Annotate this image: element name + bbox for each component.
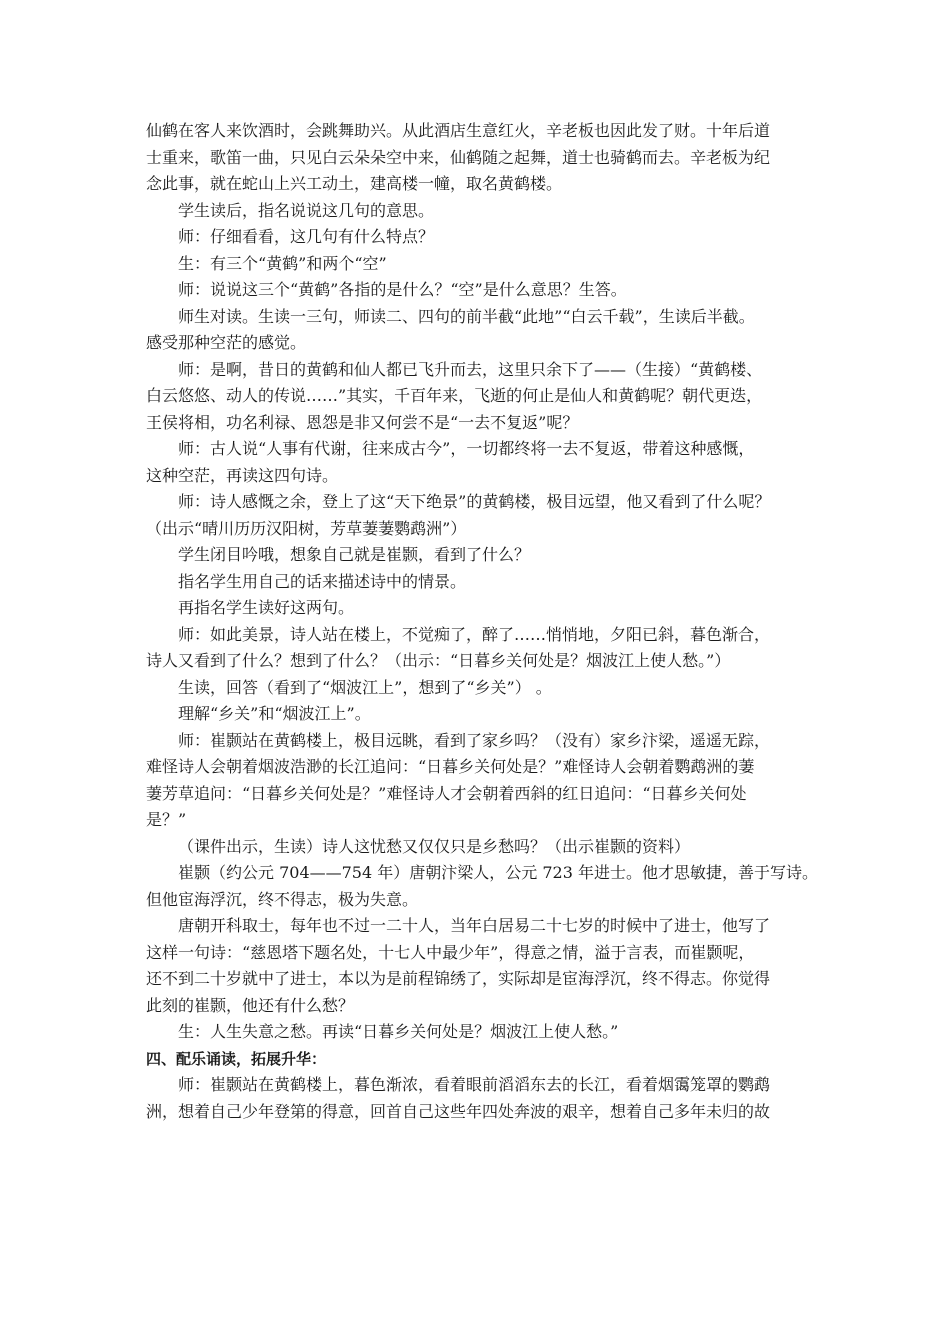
paragraph xyxy=(146,489,810,542)
text-line: 指名学生用自己的话来描述诗中的情景。 xyxy=(178,571,467,591)
text-line: 师：是啊，昔日的黄鹤和仙人都已飞升而去，这里只余下了——（生接）“黄鹤楼、 xyxy=(178,359,763,379)
text-line: 诗人又看到了什么？想到了什么？（出示：“日暮乡关何处是？烟波江上使人愁。”） xyxy=(146,651,731,670)
paragraph xyxy=(146,1019,810,1046)
paragraph xyxy=(146,675,810,702)
text-line: 理解“乡关”和“烟波江上”。 xyxy=(178,704,371,723)
paragraph-closing xyxy=(146,1072,810,1125)
text-line: 师：崔颢站在黄鹤楼上，极目远眺，看到了家乡吗？（没有）家乡汴梁，遥遥无踪， xyxy=(178,730,771,750)
text-line: 师：如此美景，诗人站在楼上，不觉痴了，醉了……悄悄地，夕阳已斜，暮色渐合， xyxy=(178,624,771,644)
paragraph xyxy=(146,701,810,728)
paragraph xyxy=(146,224,810,251)
section-heading-text: 四、配乐诵读，拓展升华： xyxy=(146,1049,327,1068)
paragraph xyxy=(146,304,810,357)
paragraph xyxy=(146,834,810,861)
text-line: 但他宦海浮沉，终不得志，极为失意。 xyxy=(146,889,419,909)
text-line: 再指名学生读好这两句。 xyxy=(178,598,355,617)
paragraph xyxy=(146,569,810,596)
text-line: 生读，回答（看到了“烟波江上”，想到了“乡关”） 。 xyxy=(178,677,552,697)
text-line: 洲，想着自己少年登第的得意，回首自己这些年四处奔波的艰辛，想着自己多年未归的故 xyxy=(146,1101,771,1121)
text-line: 念此事，就在蛇山上兴工动土，建高楼一幢，取名黄鹤楼。 xyxy=(146,174,563,193)
text-line: 唐朝开科取士，每年也不过一二十人，当年白居易二十七岁的时候中了进士，他写了 xyxy=(178,916,771,935)
paragraph xyxy=(146,860,818,913)
text-line: 学生闭目吟哦，想象自己就是崔颢，看到了什么？ xyxy=(178,545,531,564)
text-line: 崔颢（约公元 704——754 年）唐朝汴梁人，公元 723 年进士。他才思敏捷，善于写诗。 xyxy=(178,863,818,882)
document-page xyxy=(146,118,818,1125)
text-line: 萋芳草追问：“日暮乡关何处是？”难怪诗人才会朝着西斜的红日追问：“日暮乡关何处 xyxy=(146,783,747,803)
text-line: 师：崔颢站在黄鹤楼上，暮色渐浓，看着眼前滔滔东去的长江，看着烟霭笼罩的鹦鹉 xyxy=(178,1075,771,1094)
text-line: 难怪诗人会朝着烟波浩渺的长江追问：“日暮乡关何处是？”难怪诗人会朝着鹦鹉洲的萋 xyxy=(146,757,755,776)
text-line: 师：诗人感慨之余，登上了这“天下绝景”的黄鹤楼，极目远望，他又看到了什么呢？ xyxy=(178,492,771,511)
text-line: 士重来，歌笛一曲，只见白云朵朵空中来，仙鹤随之起舞，道士也骑鹤而去。辛老板为纪 xyxy=(146,147,771,167)
text-line: （课件出示，生读）诗人这忧愁又仅仅只是乡愁吗？（出示崔颢的资料） xyxy=(178,836,691,856)
text-line: 是？” xyxy=(146,810,187,829)
text-line: （出示“晴川历历汉阳树，芳草萋萋鹦鹉洲”） xyxy=(146,518,467,538)
paragraph xyxy=(146,277,810,304)
text-line: 王侯将相，功名利禄、恩怨是非又何尝不是“一去不复返”呢？ xyxy=(146,412,579,432)
paragraph xyxy=(146,728,810,834)
text-line: 此刻的崔颢，他还有什么愁？ xyxy=(146,995,355,1015)
paragraph xyxy=(146,913,810,1019)
text-line: 白云悠悠、动人的传说……”其实，千百年来，飞逝的何止是仙人和黄鹤呢？朝代更迭， xyxy=(146,386,763,405)
paragraph xyxy=(146,622,810,675)
paragraph xyxy=(146,251,810,278)
text-line: 师：仔细看看，这几句有什么特点？ xyxy=(178,227,435,246)
paragraph-story xyxy=(146,118,810,198)
text-line: 这样一句诗：“慈恩塔下题名处，十七人中最少年”，得意之情，溢于言表，而崔颢呢， xyxy=(146,942,755,962)
text-line: 师：说说这三个“黄鹤”各指的是什么？“空”是什么意思？生答。 xyxy=(178,280,627,299)
paragraph xyxy=(146,542,810,569)
paragraph xyxy=(146,198,810,225)
text-line: 生：有三个“黄鹤”和两个“空” xyxy=(178,253,387,273)
text-line: 还不到二十岁就中了进士，本以为是前程锦绣了，实际却是宦海浮沉，终不得志。你觉得 xyxy=(146,969,771,988)
text-line: 这种空茫，再读这四句诗。 xyxy=(146,465,339,485)
section-heading xyxy=(146,1046,810,1073)
text-line: 学生读后，指名说说这几句的意思。 xyxy=(178,200,435,220)
paragraph xyxy=(146,436,810,489)
text-line: 生：人生失意之愁。再读“日暮乡关何处是？烟波江上使人愁。” xyxy=(178,1022,619,1041)
text-line: 仙鹤在客人来饮酒时，会跳舞助兴。从此酒店生意红火，辛老板也因此发了财。十年后道 xyxy=(146,121,771,140)
text-line: 师生对读。生读一三句，师读二、四句的前半截“此地”“白云千载”，生读后半截。 xyxy=(178,306,755,326)
paragraph xyxy=(146,357,810,437)
text-line: 师：古人说“人事有代谢，往来成古今”，一切都终将一去不复返，带着这种感慨， xyxy=(178,439,755,458)
text-line: 感受那种空茫的感觉。 xyxy=(146,333,307,352)
paragraph xyxy=(146,595,810,622)
